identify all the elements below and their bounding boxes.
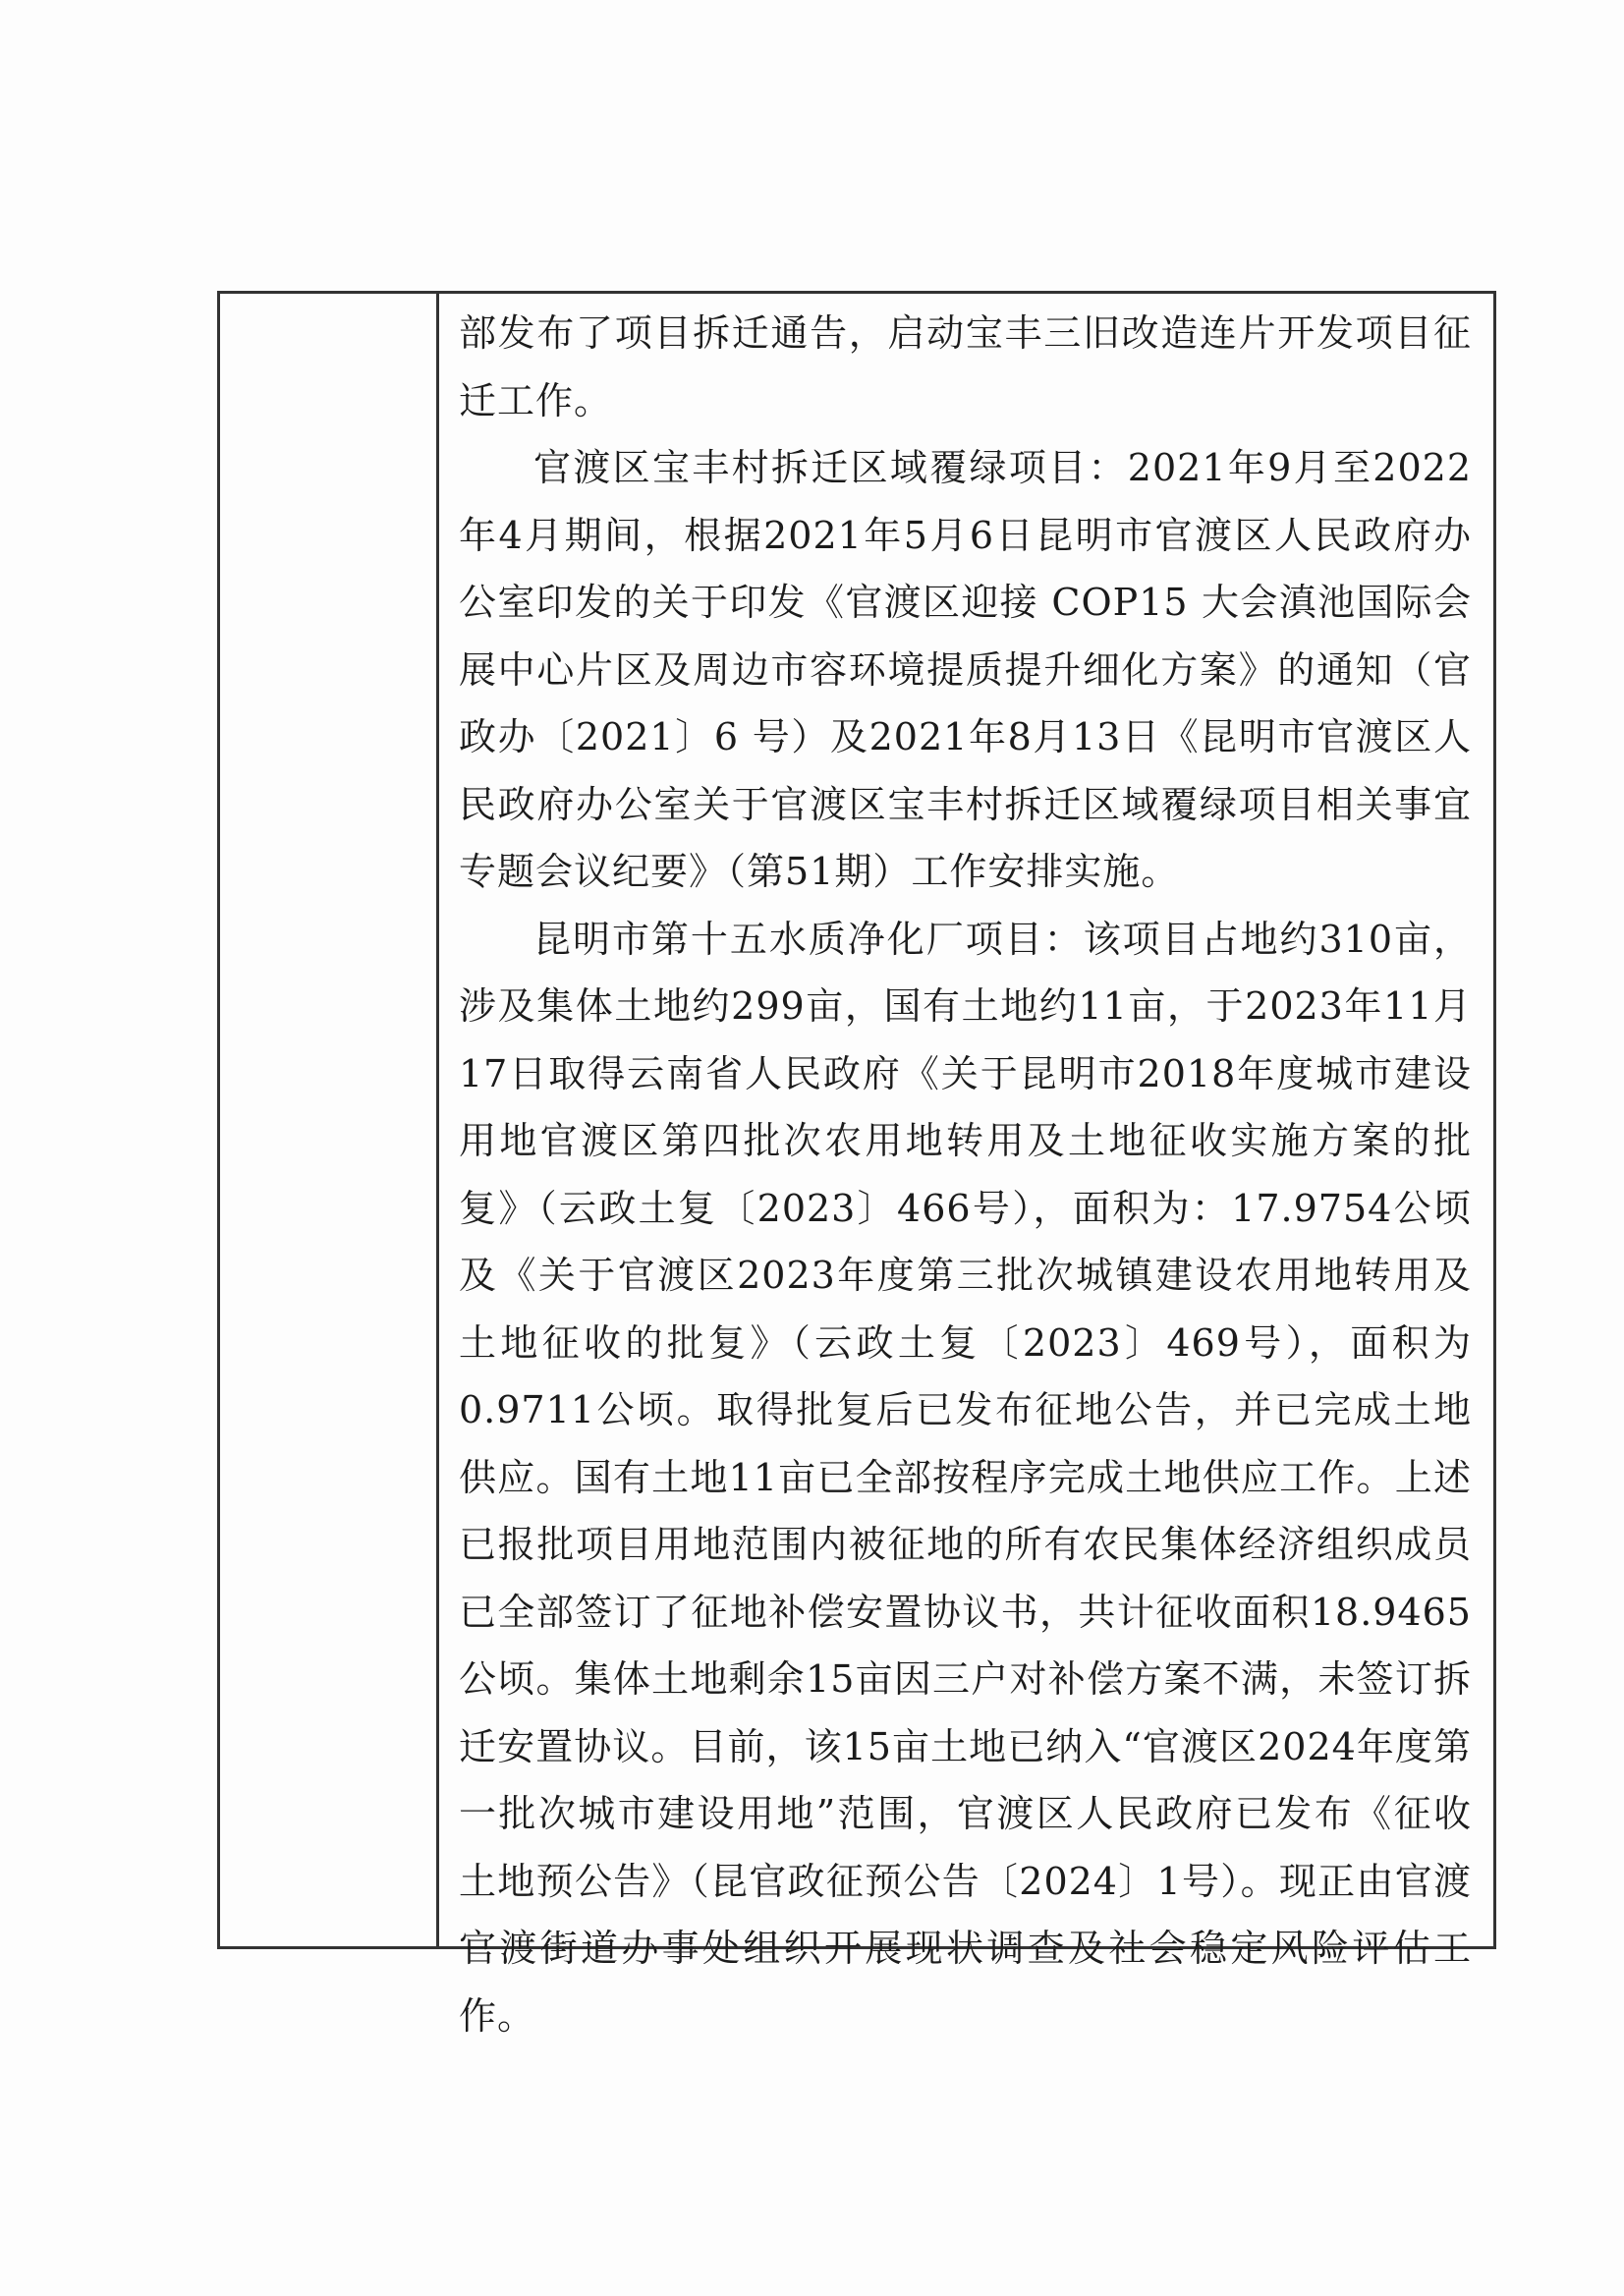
paragraph-baofeng-greening: 官渡区宝丰村拆迁区域覆绿项目：2021年9月至2022年4月期间，根据2021年5月6日昆明市官渡区人民政府办公室印发的关于印发《官渡区迎接 COP15 大会滇池国际会展中心片区及周边市容环境提质提升细化方案》的通知（官政办〔2021〕6 号）及2021年8月13日《昆明市官渡区人民政府办公室关于官渡区宝丰村拆迁区域覆绿项目相关事宜专题会议纪要》（第51期）工作安排实施。 bbox=[459, 446, 1472, 893]
table-label-cell bbox=[220, 294, 439, 1946]
table-content-cell bbox=[439, 294, 1493, 2038]
paragraph-water-plant: 昆明市第十五水质净化厂项目：该项目占地约310亩，涉及集体土地约299亩，国有土地约11亩，于2023年11月17日取得云南省人民政府《关于昆明市2018年度城市建设用地官渡区第四批次农用地转用及土地征收实施方案的批复》（云政土复〔2023〕466号），面积为：17.9754公顷及《关于官渡区2023年度第三批次城镇建设农用地转用及土地征收的批复》（云政土复〔2023〕469号），面积为0.9711公顷。取得批复后已发布征地公告，并已完成土地供应。国有土地11亩已全部按程序完成土地供应工作。上述已报批项目用地范围内被征地的所有农民集体经济组织成员已全部签订了征地补偿安置协议书，共计征收面积18.9465公顷。集体土地剩余15亩因三户对补偿方案不满，未签订拆迁安置协议。目前，该15亩土地已纳入“官渡区2024年度第一批次城市建设用地”范围，官渡区人民政府已发布《征收土地预公告》（昆官政征预公告〔2024〕1号）。现正由官渡官渡街道办事处组织开展现状调查及社会稳定风险评估工作。 bbox=[459, 917, 1472, 2038]
content-table bbox=[217, 291, 1496, 2038]
paragraph-continued: 部发布了项目拆迁通告，启动宝丰三旧改造连片开发项目征迁工作。 bbox=[459, 311, 1472, 422]
